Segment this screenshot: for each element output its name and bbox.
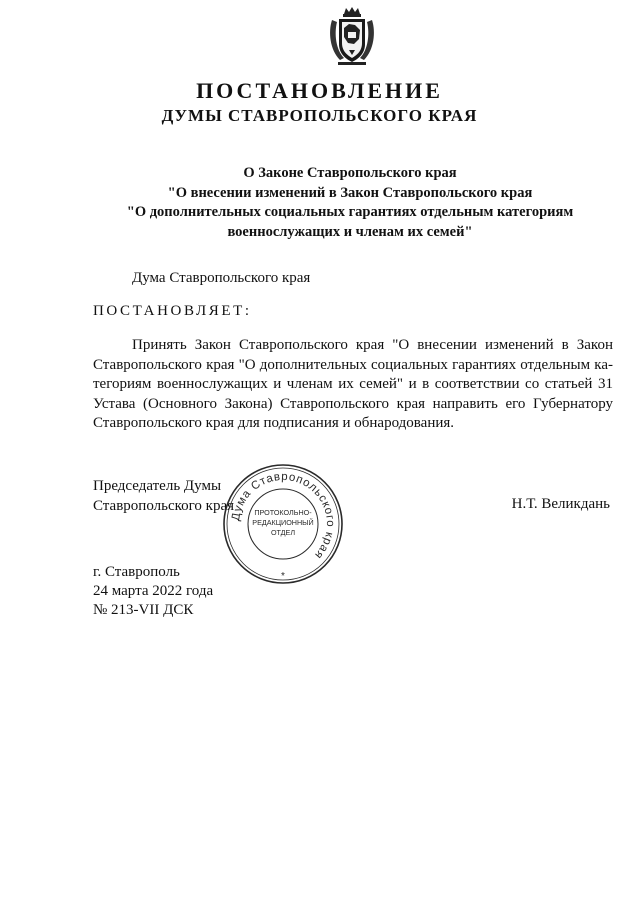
- document-number: № 213-VII ДСК: [93, 602, 194, 618]
- stamp-center-line: РЕДАКЦИОННЫЙ: [252, 518, 314, 527]
- issuing-body: Дума Ставропольского края: [132, 270, 311, 286]
- decree-text-line: Ставропольского края для подписания и обнародования.: [93, 415, 455, 431]
- decree-text-line: тегориям военнослужащих и членам их семей" и в соответствии со статьей 31: [93, 376, 613, 392]
- document-requisites: [93, 563, 213, 620]
- signatory-name: Н.Т. Великдань: [511, 496, 610, 512]
- stamp-center-line: ОТДЕЛ: [270, 528, 296, 537]
- document-issuer: ДУМЫ СТАВРОПОЛЬСКОГО КРАЯ: [161, 106, 478, 125]
- document-place: г. Ставрополь: [93, 564, 180, 580]
- subject-line: военнослужащих и членам их семей": [227, 223, 473, 240]
- decree-text: [93, 336, 613, 434]
- decree-word: ПОСТАНОВЛЯЕТ:: [93, 303, 252, 319]
- subject-line: "О дополнительных социальных гарантиях отдельным категориям: [126, 204, 574, 220]
- subject-line: О Законе Ставропольского края: [243, 165, 457, 181]
- official-stamp: [221, 462, 345, 586]
- decree-text-line: Ставропольского края "О дополнительных социальных гарантиях отдельным ка-: [93, 356, 613, 373]
- signatory-position-line: Ставропольского края: [93, 497, 234, 514]
- stamp-center-line: ПРОТОКОЛЬНО-: [254, 508, 312, 517]
- decree-text-line: Принять Закон Ставропольского края "О внесении изменений в Закон: [132, 337, 613, 353]
- document-title: ПОСТАНОВЛЕНИЕ: [196, 78, 443, 103]
- signatory-position-line: Председатель Думы: [93, 478, 222, 494]
- coat-of-arms-icon: [326, 6, 378, 66]
- stamp-star: *: [281, 571, 285, 582]
- signatory-position: [93, 477, 234, 516]
- document-subject: [60, 164, 639, 242]
- stamp-ring-text: Дума Ставропольского края: [229, 470, 337, 562]
- document-date: 24 марта 2022 года: [93, 583, 214, 599]
- decree-text-line: Устава (Основного Закона) Ставропольского края направить его Губернатору: [93, 395, 613, 412]
- subject-line: "О внесении изменений в Закон Ставропольского края: [167, 184, 533, 201]
